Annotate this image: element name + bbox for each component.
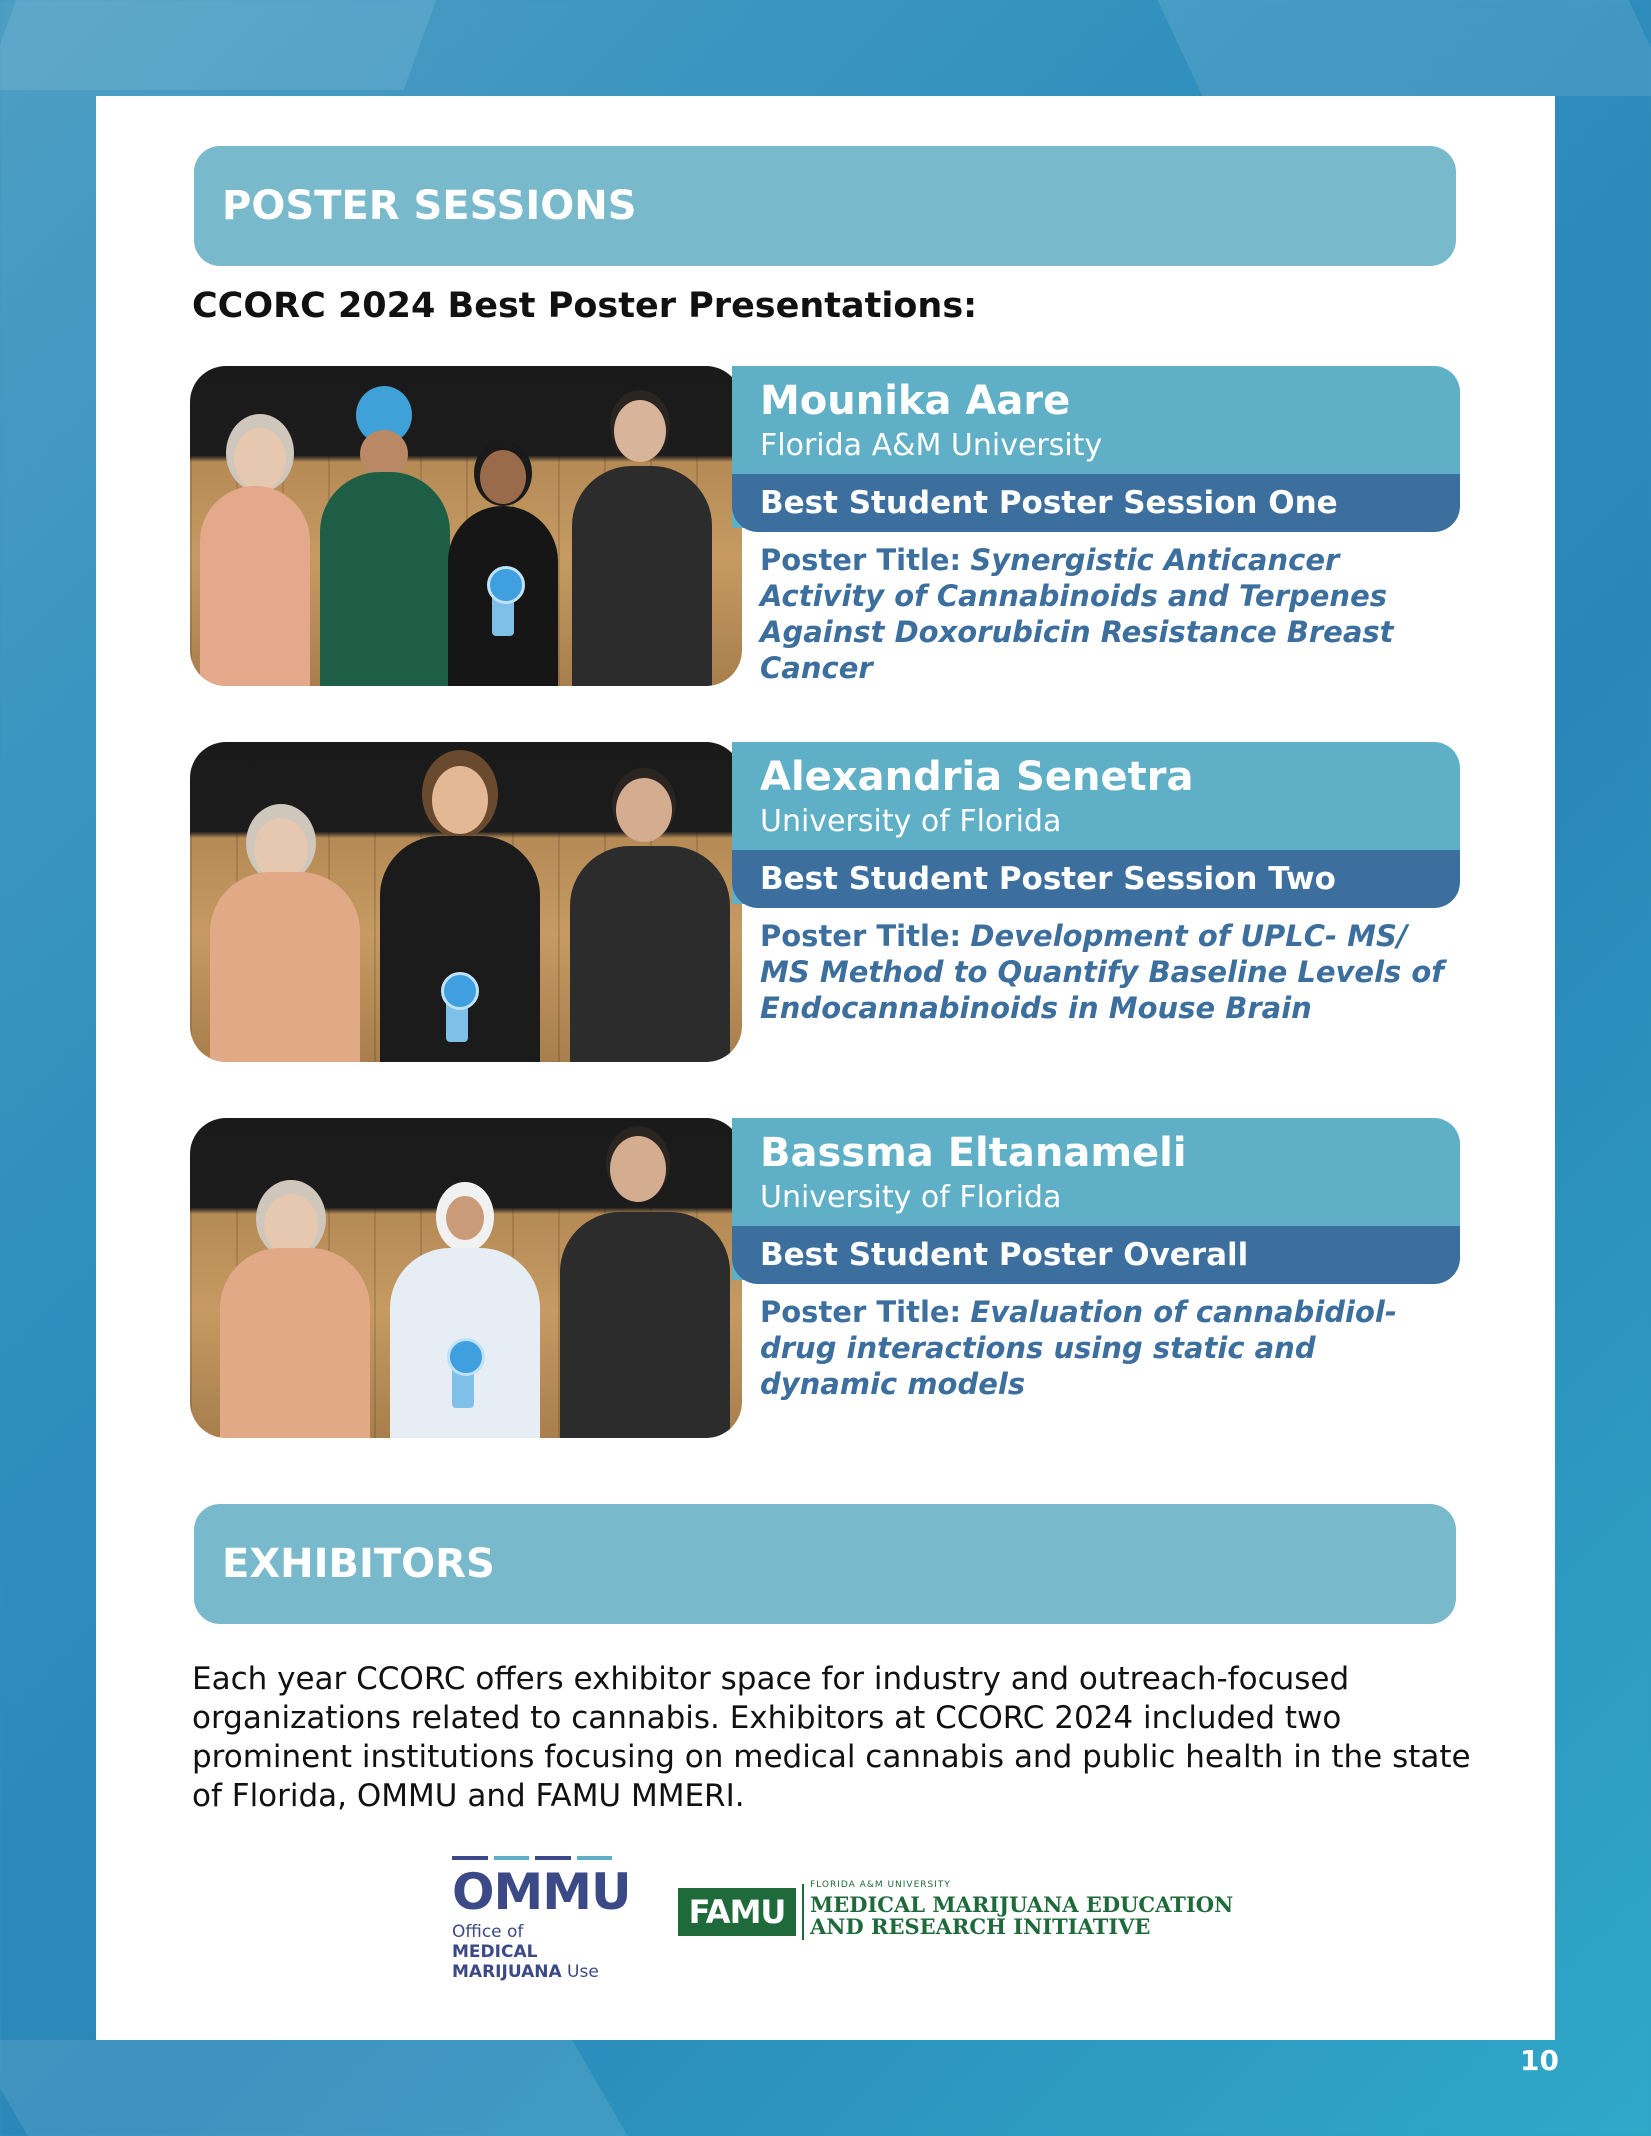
winner-university: University of Florida (760, 1180, 1062, 1215)
best-poster-subheading: CCORC 2024 Best Poster Presentations: (192, 286, 978, 326)
page-card (96, 96, 1555, 2040)
famu-initiative-line: MEDICAL MARIJUANA EDUCATION (810, 1892, 1234, 1917)
exhibitors-header: EXHIBITORS (194, 1504, 1456, 1624)
background-shard (1158, 0, 1651, 96)
famu-initiative-line: AND RESEARCH INITIATIVE (810, 1914, 1151, 1939)
famu-mmeri-logo (678, 1880, 1238, 1940)
poster-sessions-header: POSTER SESSIONS (194, 146, 1456, 266)
poster-title-label: Poster Title: (760, 1295, 962, 1329)
winner-university: University of Florida (760, 804, 1062, 839)
background-shard (0, 0, 436, 90)
poster-title-label: Poster Title: (760, 543, 962, 577)
poster-title-text: Evaluation of cannabidiol-drug interactions using static and dynamic models (760, 1295, 1397, 1401)
poster-title (760, 542, 1450, 686)
poster-title (760, 1294, 1450, 1402)
page-number: 10 (1520, 2044, 1559, 2077)
poster-title-text: Synergistic Anticancer Activity of Cannabinoids and Terpenes Against Doxorubicin Resistance Breast Cancer (760, 543, 1394, 685)
ommu-sub-text: MARIJUANA (452, 1962, 562, 1982)
award-photo-2 (190, 742, 742, 1062)
winner-name: Bassma Eltanameli (760, 1130, 1187, 1176)
award-card-1 (190, 366, 1460, 686)
award-card-2 (190, 742, 1460, 1062)
ommu-logo (452, 1856, 631, 1982)
winner-university: Florida A&M University (760, 428, 1103, 463)
ommu-sub-text: Office of (452, 1922, 524, 1942)
famu-university-line: FLORIDA A&M UNIVERSITY (810, 1880, 951, 1890)
award-photo-1 (190, 366, 742, 686)
winner-name: Mounika Aare (760, 378, 1071, 424)
award-label: Best Student Poster Session One (732, 474, 1460, 532)
ommu-sub-text: MEDICAL (452, 1942, 538, 1962)
background-shard (0, 2040, 628, 2136)
poster-title (760, 918, 1450, 1026)
poster-title-label: Poster Title: (760, 919, 962, 953)
award-label: Best Student Poster Session Two (732, 850, 1460, 908)
exhibitors-paragraph: Each year CCORC offers exhibitor space for industry and outreach-focused organizations related to cannabis. Exhibitors at CCORC 2024 included two prominent institutions focusing on medical cannabis and public health in the state of Florida, OMMU and FAMU MMERI. (192, 1661, 1471, 1814)
ommu-wordmark: OMMU (452, 1863, 631, 1921)
winner-name: Alexandria Senetra (760, 754, 1194, 800)
ommu-sub-text: Use (567, 1962, 599, 1982)
famu-wordmark: FAMU (678, 1888, 796, 1936)
poster-title-text: Development of UPLC- MS/ MS Method to Quantify Baseline Levels of Endocannabinoids in Mouse Brain (760, 919, 1444, 1025)
award-label: Best Student Poster Overall (732, 1226, 1460, 1284)
award-card-3 (190, 1118, 1460, 1438)
award-photo-3 (190, 1118, 742, 1438)
